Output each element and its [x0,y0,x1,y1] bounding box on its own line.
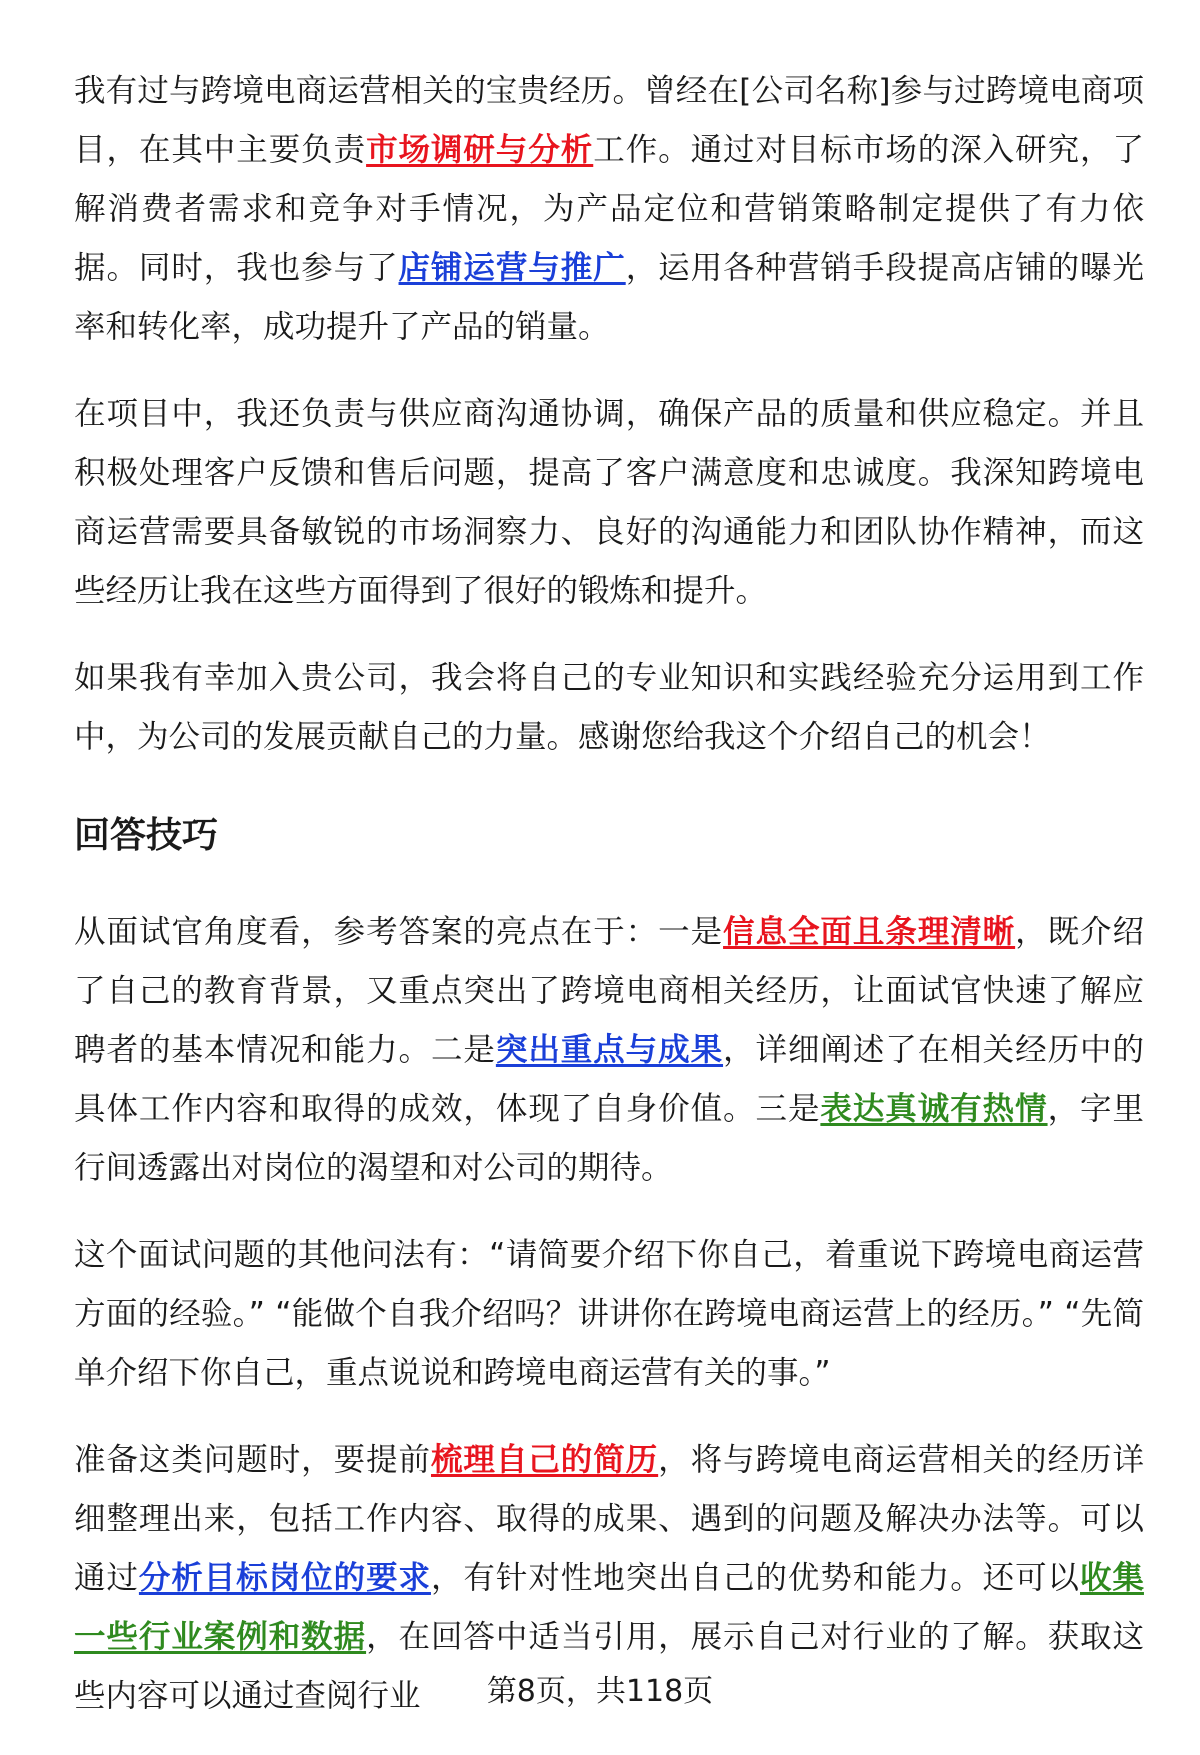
paragraph-text: ，将与跨境电商运营相关的经历详细整理出来，包括工作内容、取得的成果、遇到的问题及解决办法等。可以通过 [74,1442,1144,1596]
paragraph-text: 我有过与跨境电商运营相关的宝贵经历。曾经在[公司名称]参与过跨境电商项目，在其中主要负责 [74,73,1144,168]
highlighted-phrase: 突出重点与成果 [495,1032,724,1068]
paragraph [74,62,1144,357]
paragraph-text: ，运用各种营销手段提高店铺的曝光率和转化率，成功提升了产品的销量。 [74,250,1144,345]
highlighted-phrase: 市场调研与分析 [366,132,594,168]
highlighted-phrase: 收集一些行业案例和数据 [74,1560,1144,1655]
paragraph-text: 在项目中，我还负责与供应商沟通协调，确保产品的质量和供应稳定。并且积极处理客户反馈和售后问题，提高了客户满意度和忠诚度。我深知跨境电商运营需要具备敏锐的市场洞察力、良好的沟通能力和团队协作精神，而这些经历让我在这些方面得到了很好的锻炼和提升。 [74,396,1144,609]
highlighted-phrase: 表达真诚有热情 [820,1091,1048,1127]
paragraph [74,385,1144,621]
paragraph-text: 工作。通过对目标市场的深入研究，了解消费者需求和竞争对手情况，为产品定位和营销策略制定提供了有力依据。同时，我也参与了 [74,132,1144,286]
paragraph [74,1226,1144,1403]
section-heading: 回答技巧 [74,815,219,856]
page-footer: 第8页，共118页 [486,1674,714,1709]
answer-section [74,62,1144,767]
paragraph-text: ，详细阐述了在相关经历中的具体工作内容和取得的成效，体现了自身价值。三是 [74,1032,1144,1127]
highlighted-phrase: 梳理自己的简历 [430,1442,659,1478]
highlighted-phrase: 信息全面且条理清晰 [723,914,1016,950]
paragraph [74,903,1144,1198]
document-body [74,62,1144,1754]
paragraph-text: 从面试官角度看，参考答案的亮点在于：一是 [74,914,724,950]
tips-section [74,903,1144,1726]
paragraph [74,649,1144,767]
highlighted-phrase: 店铺运营与推广 [398,250,626,286]
paragraph-text: 如果我有幸加入贵公司，我会将自己的专业知识和实践经验充分运用到工作中，为公司的发展贡献自己的力量。感谢您给我这个介绍自己的机会！ [74,660,1144,755]
paragraph-text: ，字里行间透露出对岗位的渴望和对公司的期待。 [74,1091,1144,1186]
paragraph-text: 准备这类问题时，要提前 [74,1442,431,1478]
paragraph-text: ，既介绍了自己的教育背景，又重点突出了跨境电商相关经历，让面试官快速了解应聘者的基本情况和能力。二是 [74,914,1144,1068]
paragraph-text: 这个面试问题的其他问法有：“请简要介绍下你自己，着重说下跨境电商运营方面的经验。” “能做个自我介绍吗？讲讲你在跨境电商运营上的经历。” “先简单介绍下你自己，重点说说和跨境电商运营有关的事。” [74,1237,1144,1391]
paragraph-text: ，有针对性地突出自己的优势和能力。还可以 [430,1560,1080,1596]
highlighted-phrase: 分析目标岗位的要求 [138,1560,431,1596]
paragraph-text: ，在回答中适当引用，展示自己对行业的了解。获取这些内容可以通过查阅行业 [74,1619,1144,1714]
